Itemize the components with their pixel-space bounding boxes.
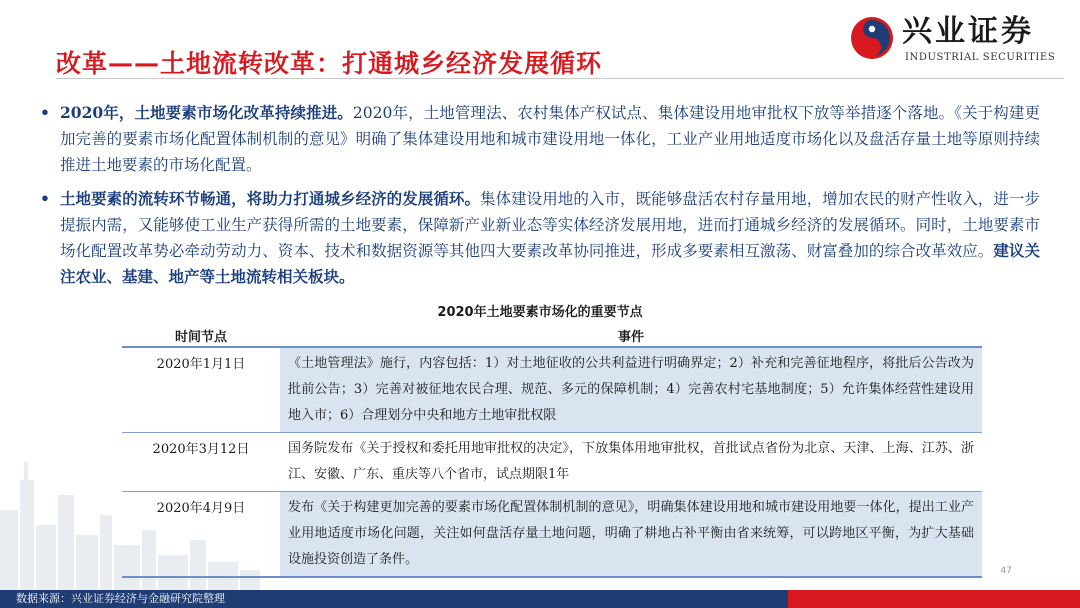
page-title: 改革——土地流转改革：打通城乡经济发展循环 [56, 49, 603, 78]
bullet-lead: 土地要素的流转环节畅通，将助力打通城乡经济的发展循环。 [60, 189, 481, 208]
bullet-list [40, 100, 1040, 298]
cell-date: 2020年4月9日 [122, 492, 280, 578]
bullet-recommendation: 建议关注农业、基建、地产等土地流转相关板块。 [60, 241, 1040, 286]
bullet-body: 2020年，土地管理法、农村集体产权试点、集体建设用地审批权下放等举措逐个落地。《关于构建更加完善的要素市场化配置体制机制的意见》明确了集体建设用地和城市建设用地一体化，工业产业用地适度市场化以及盘活存量土地等原则持续推进土地要素的市场化配置。 [60, 104, 1040, 174]
table-header-row [122, 324, 982, 347]
footer-bar [0, 590, 1080, 608]
data-source-note: 数据来源：兴业证券经济与金融研究院整理 [16, 592, 225, 605]
bullet-item [40, 100, 1040, 178]
cell-event: 《土地管理法》施行，内容包括：1）对土地征收的公共利益进行明确界定；2）补充和完善征地程序，将批后公告改为批前公告；3）完善对被征地农民合理、规范、多元的保障机制；4）完善农村宅基地制度；5）允许集体经营性建设用地入市；6）合理划分中央和地方土地审批权限 [280, 347, 982, 433]
column-header-date: 时间节点 [122, 324, 280, 347]
bullet-item [40, 186, 1040, 290]
logo-swirl-icon [850, 16, 894, 60]
table-row [122, 433, 982, 492]
logo-name-cn: 兴业证券 [902, 14, 1034, 49]
column-header-event: 事件 [280, 324, 982, 347]
title-divider [56, 78, 1064, 79]
cell-date: 2020年3月12日 [122, 433, 280, 492]
milestones-table [122, 324, 982, 578]
bullet-lead: 2020年，土地要素市场化改革持续推进。 [60, 103, 353, 122]
table-row [122, 492, 982, 578]
cell-event: 国务院发布《关于授权和委托用地审批权的决定》，下放集体用地审批权，首批试点省份为北京、天津、上海、江苏、浙江、安徽、广东、重庆等八个省市，试点期限1年 [280, 433, 982, 492]
bullet-body: 集体建设用地的入市，既能够盘活农村存量用地，增加农民的财产性收入，进一步提振内需，又能够使工业生产获得所需的土地要素，保障新产业新业态等实体经济发展用地，进而打通城乡经济的发展循环。同时，土地要素市场化配置改革势必牵动劳动力、资本、技术和数据资源等其他四大要素改革协同推进，形成多要素相互激荡、财富叠加的综合改革效应。 [60, 190, 1040, 260]
table-row [122, 347, 982, 433]
logo-name-en: INDUSTRIAL SECURITIES [905, 52, 1056, 63]
cell-date: 2020年1月1日 [122, 347, 280, 433]
page-number: 47 [1000, 566, 1012, 576]
company-logo [850, 14, 1062, 66]
cell-event: 发布《关于构建更加完善的要素市场化配置体制机制的意见》，明确集体建设用地和城市建设用地要一体化，提出工业产业用地适度市场化问题，关注如何盘活存量土地问题，明确了耕地占补平衡由省来统筹，可以跨地区平衡，为扩大基础设施投资创造了条件。 [280, 492, 982, 578]
table-title: 2020年土地要素市场化的重要节点 [437, 305, 643, 320]
footer-red-band [788, 590, 1080, 608]
